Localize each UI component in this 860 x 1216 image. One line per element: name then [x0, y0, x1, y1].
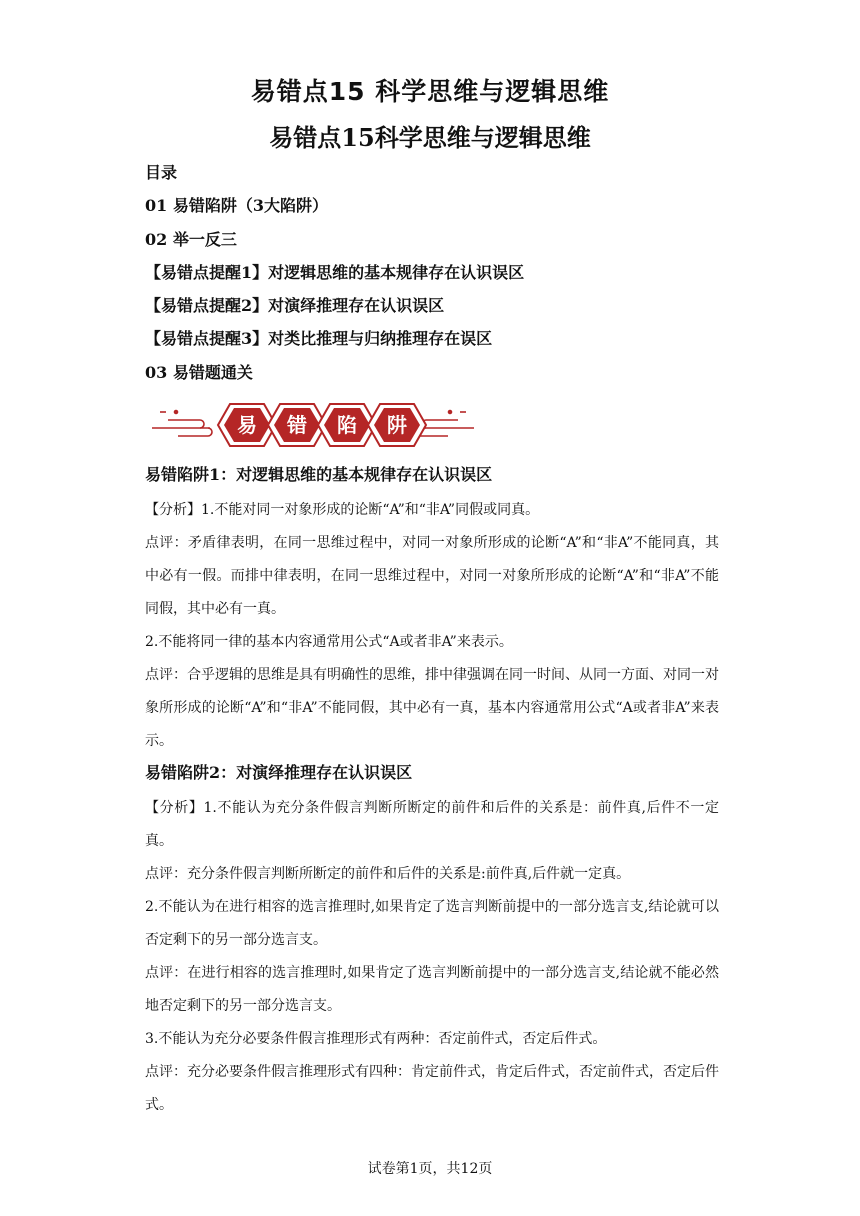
banner-left-decoration: [152, 411, 212, 437]
trap-section: [145, 760, 719, 1122]
table-of-contents: [145, 160, 725, 393]
main-content: [145, 462, 719, 1122]
trap-heading: 易错陷阱1：对逻辑思维的基本规律存在认识误区: [145, 465, 493, 484]
toc-item: 【易错点提醒1】对逻辑思维的基本规律存在认识误区: [145, 262, 525, 282]
paragraph: 点评：在进行相容的选言推理时,如果肯定了选言判断前提中的一部分选言支,结论就不能必然地否定剩下的另一部分选言支。: [145, 965, 719, 1014]
toc-item: 03 易错题通关: [145, 362, 253, 382]
toc-item: 【易错点提醒3】对类比推理与归纳推理存在误区: [145, 329, 493, 349]
toc-label: 目录: [145, 163, 178, 182]
paragraph: 点评：充分条件假言判断所断定的前件和后件的关系是:前件真,后件就一定真。: [145, 866, 631, 882]
paragraph: 【分析】1.不能对同一对象形成的论断“A”和“非A”同假或同真。: [145, 502, 540, 518]
page-subtitle: 易错点15科学思维与逻辑思维: [269, 123, 591, 152]
paragraph: 2.不能将同一律的基本内容通常用公式“A或者非A”来表示。: [145, 634, 513, 650]
section-banner: [148, 398, 478, 452]
toc-item: 02 举一反三: [145, 229, 237, 249]
trap-section: [145, 462, 719, 758]
toc-item: 01 易错陷阱（3大陷阱）: [145, 196, 328, 216]
paragraph: 3.不能认为充分必要条件假言推理形式有两种：否定前件式，否定后件式。: [145, 1031, 607, 1047]
banner-char: 易: [237, 413, 257, 437]
paragraph: 2.不能认为在进行相容的选言推理时,如果肯定了选言判断前提中的一部分选言支,结论就可以否定剩下的另一部分选言支。: [145, 899, 719, 948]
page-footer: 试卷第1页，共12页: [367, 1161, 493, 1177]
toc-item: 【易错点提醒2】对演绎推理存在认识误区: [145, 296, 445, 316]
page-title: 易错点15 科学思维与逻辑思维: [250, 77, 610, 106]
paragraph: 点评：矛盾律表明，在同一思维过程中，对同一对象所形成的论断“A”和“非A”不能同真，其中必有一假。而排中律表明，在同一思维过程中，对同一对象所形成的论断“A”和“非A”不能同假，其中必有一真。: [145, 535, 719, 617]
paragraph: 点评：合乎逻辑的思维是具有明确性的思维，排中律强调在同一时间、从同一方面、对同一对象所形成的论断“A”和“非A”不能同假，其中必有一真，基本内容通常用公式“A或者非A”来表示。: [145, 667, 719, 749]
banner-char: 阱: [387, 413, 407, 437]
banner-char: 错: [287, 413, 307, 437]
banner-hex-4: [368, 404, 426, 446]
paragraph: 【分析】1.不能认为充分条件假言判断所断定的前件和后件的关系是：前件真,后件不一定真。: [145, 800, 719, 849]
banner-char: 陷: [337, 413, 357, 437]
paragraph: 点评：充分必要条件假言推理形式有四种：肯定前件式，肯定后件式，否定前件式，否定后件式。: [145, 1064, 719, 1113]
trap-heading: 易错陷阱2：对演绎推理存在认识误区: [145, 763, 413, 782]
